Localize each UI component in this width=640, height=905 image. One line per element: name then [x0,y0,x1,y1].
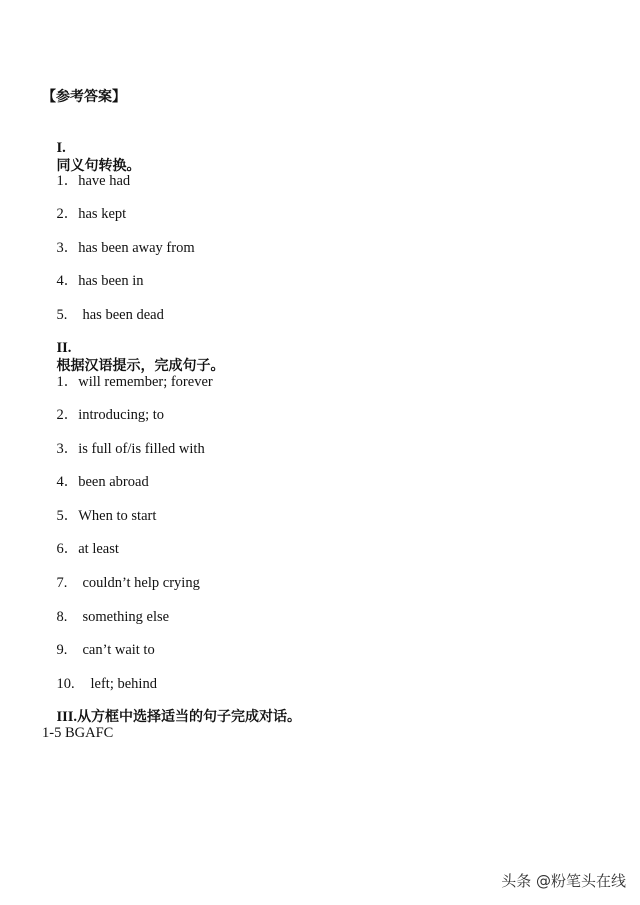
section-3-title: 从方框中选择适当的句子完成对话。 [77,709,302,725]
section-3-number: III. [56,709,78,725]
item-number: 2． [56,206,79,222]
item-number: 8. [56,609,68,625]
item-answer: When to start [78,508,157,524]
item-answer: can’t wait to [82,642,155,658]
item-number: 1． [56,374,79,390]
item-answer: at least [78,541,119,557]
item-number: 3． [56,240,79,256]
item-answer: left; behind [90,676,157,692]
item-number: 10. [56,676,75,692]
item-number: 5. [56,307,68,323]
item-answer: has been in [78,273,144,289]
item-number: 2． [56,407,79,423]
item-number: 4． [56,474,79,490]
watermark-text: 头条 @粉笔头在线 [501,872,626,890]
item-answer: introducing; to [78,407,165,423]
answer-key-title: 【参考答案】 [42,89,126,105]
item-answer: been abroad [78,474,149,490]
item-answer: will remember; forever [78,374,213,390]
item-answer: have had [78,173,131,189]
section-1-number: I. [56,140,66,156]
item-number: 5． [56,508,79,524]
section-2-number: II. [56,340,72,356]
item-number: 3． [56,441,79,457]
section-3-answer: 1-5 BGAFC [42,725,114,741]
section-2-title: 根据汉语提示，完成句子。 [56,358,225,374]
item-number: 7. [56,575,68,591]
item-answer: has kept [78,206,127,222]
item-number: 6． [56,541,79,557]
item-answer: has been dead [82,307,164,323]
item-answer: something else [82,609,170,625]
item-number: 9. [56,642,68,658]
item-number: 1． [56,173,79,189]
item-answer: couldn’t help crying [82,575,200,591]
item-answer: has been away from [78,240,195,256]
item-number: 4． [56,273,79,289]
section-1-title: 同义句转换。 [56,158,141,174]
item-answer: is full of/is filled with [78,441,205,457]
